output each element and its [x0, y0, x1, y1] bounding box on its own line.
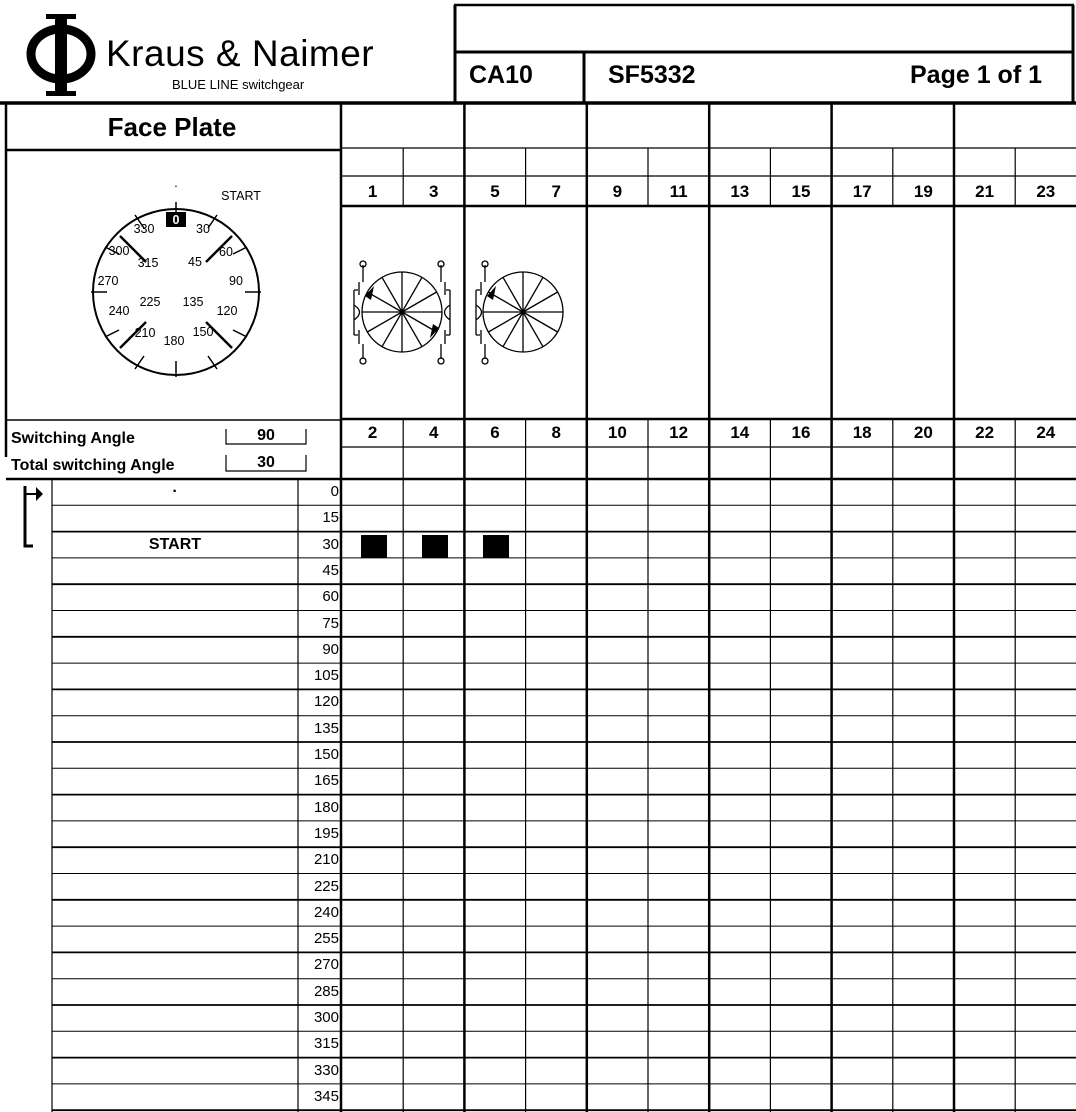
total-switching-angle-value: 30: [257, 454, 275, 471]
terminal-7: 7: [551, 182, 561, 201]
dial-mark-60: 60: [219, 245, 233, 259]
terminal-21: 21: [975, 182, 995, 201]
position-angle-105: 105: [313, 667, 339, 685]
dial-mark-start: START: [221, 189, 261, 203]
position-label: START: [148, 535, 202, 553]
position-angle-165: 165: [313, 772, 339, 790]
terminal-18: 18: [852, 423, 872, 442]
position-angle-240: 240: [313, 903, 339, 921]
terminal-11: 11: [669, 182, 688, 201]
position-angle-255: 255: [313, 930, 339, 948]
dial-mark-0: 0: [172, 213, 180, 227]
terminal-23: 23: [1036, 182, 1056, 201]
series-code: CA10: [469, 61, 533, 89]
terminal-6: 6: [490, 423, 500, 442]
face-plate-title: Face Plate: [107, 112, 237, 142]
terminal-5: 5: [490, 182, 500, 201]
terminal-17: 17: [852, 182, 872, 201]
contact-schematic: [345, 260, 575, 370]
position-angle-120: 120: [313, 693, 339, 711]
terminal-22: 22: [975, 423, 995, 442]
position-angle-45: 45: [322, 561, 339, 579]
position-angle-60: 60: [322, 588, 339, 606]
position-angle-315: 315: [313, 1035, 339, 1053]
page-indicator: Page 1 of 1: [910, 61, 1042, 89]
terminal-14: 14: [730, 423, 750, 442]
position-angle-270: 270: [313, 956, 339, 974]
terminal-9: 9: [612, 182, 623, 201]
dial-mark-315: 315: [137, 256, 159, 270]
position-angle-345: 345: [313, 1087, 339, 1105]
terminal-12: 12: [669, 423, 689, 442]
terminal-1: 1: [367, 182, 378, 201]
total-switching-angle-label: Total switching Angle: [11, 457, 175, 474]
brand-logo: [24, 12, 98, 98]
position-angle-150: 150: [313, 746, 339, 763]
position-angle-75: 75: [322, 614, 339, 632]
terminal-4: 4: [429, 423, 439, 442]
terminal-3: 3: [429, 182, 439, 201]
position-angle-30: 30: [322, 535, 339, 553]
position-angle-285: 285: [313, 982, 339, 1000]
terminal-20: 20: [913, 423, 933, 442]
dial-mark-300: 300: [108, 244, 130, 258]
position-angle-300: 300: [313, 1009, 339, 1026]
dial-mark-240: 240: [108, 304, 130, 318]
dial-mark-180: 180: [163, 334, 185, 348]
terminal-15: 15: [791, 182, 811, 201]
closed-contact-3-4: [422, 535, 448, 558]
position-label: ·: [172, 483, 178, 500]
dial-mark-90: 90: [229, 274, 243, 288]
brand-name: Kraus & Naimer: [106, 33, 375, 74]
position-angle-15: 15: [322, 509, 339, 527]
terminal-16: 16: [791, 423, 811, 442]
drawing-number: SF5332: [608, 61, 696, 89]
dial-mark-30: 30: [196, 222, 210, 236]
terminal-13: 13: [730, 182, 750, 201]
dial-mark-120: 120: [216, 304, 238, 318]
dial-mark-150: 150: [192, 325, 214, 339]
terminal-2: 2: [367, 423, 378, 442]
brand-subtitle: BLUE LINE switchgear: [172, 77, 305, 92]
dial-mark-45: 45: [188, 255, 202, 269]
position-angle-195: 195: [313, 824, 339, 842]
position-angle-330: 330: [313, 1061, 339, 1079]
position-angle-210: 210: [313, 851, 339, 869]
dial-mark-135: 135: [182, 295, 204, 309]
position-angle-135: 135: [313, 719, 339, 737]
position-angle-180: 180: [313, 798, 339, 816]
dial-mark-210: 210: [134, 326, 156, 340]
closed-contact-1-2: [361, 535, 387, 558]
dial-mark-dot: ·: [173, 179, 179, 193]
switching-angle-label: Switching Angle: [11, 430, 135, 447]
terminal-24: 24: [1036, 423, 1056, 442]
position-angle-0: 0: [330, 483, 339, 500]
dial-face: [70, 178, 290, 383]
switching-angle-value: 90: [257, 427, 275, 444]
closed-contact-5-6: [483, 535, 509, 558]
dial-mark-330: 330: [133, 222, 155, 236]
dial-mark-225: 225: [139, 295, 161, 309]
terminal-19: 19: [913, 182, 933, 201]
position-angle-225: 225: [313, 877, 339, 895]
terminal-10: 10: [607, 423, 627, 442]
position-angle-90: 90: [322, 640, 339, 658]
dial-mark-270: 270: [97, 274, 119, 288]
terminal-8: 8: [551, 423, 561, 442]
